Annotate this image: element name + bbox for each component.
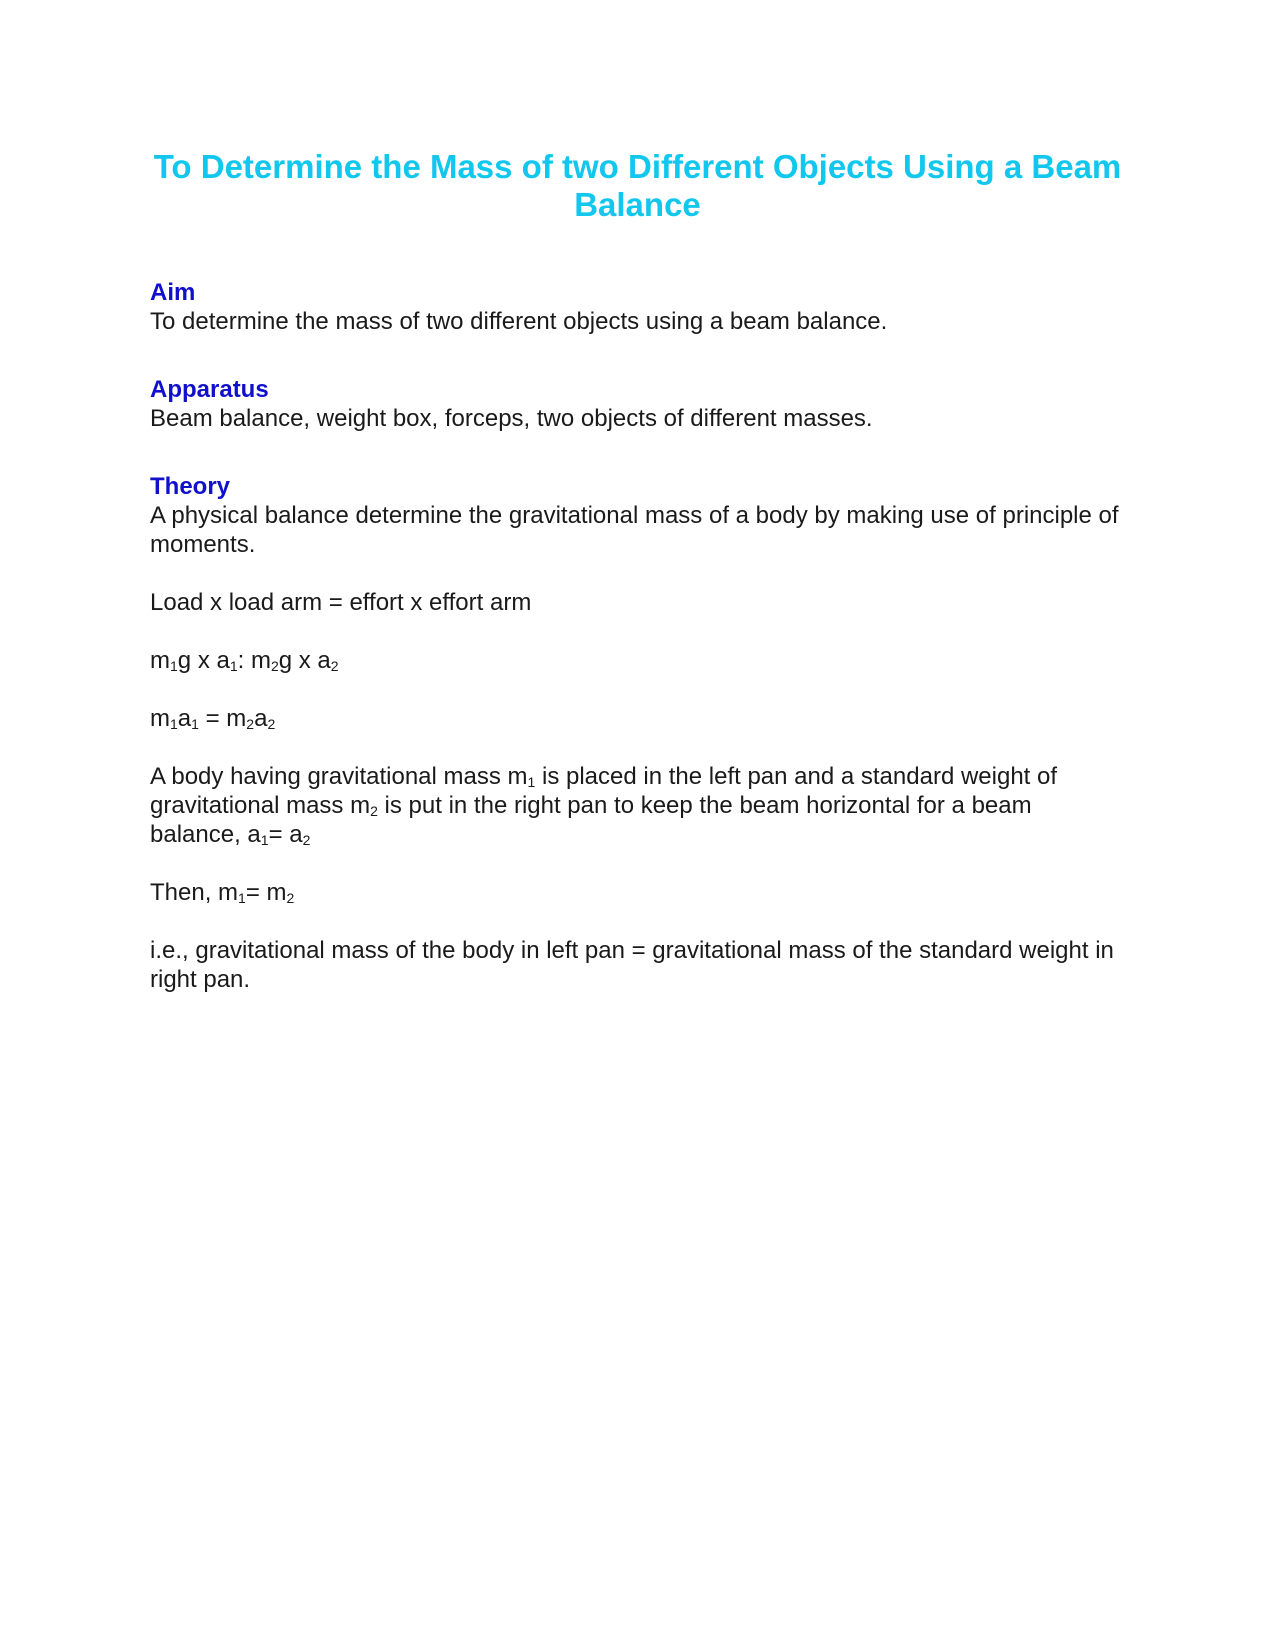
aim-section	[150, 278, 1125, 336]
document-body	[150, 278, 1125, 994]
theory-section	[150, 472, 1125, 994]
balance-explanation: A body having gravitational mass $m_1$ is placed in the left pan and a standard weight of gravitational mass $m_2$ is put in the right pan to keep the beam horizontal for a beam balance, $a_1= a_2$	[150, 763, 1058, 848]
aim-text: To determine the mass of two different objects using a beam balance.	[150, 308, 888, 335]
then-equation: Then, $m_1= m_2$	[150, 879, 295, 906]
conclusion-text: i.e., gravitational mass of the body in left pan = gravitational mass of the standard weight in right pan.	[150, 937, 1114, 993]
theory-heading: Theory	[150, 473, 231, 500]
apparatus-text: Beam balance, weight box, forceps, two objects of different masses.	[150, 405, 873, 432]
moment-equation-words: Load x load arm = effort x effort arm	[150, 589, 532, 616]
theory-intro: A physical balance determine the gravitational mass of a body by making use of principle of moments.	[150, 502, 1119, 558]
apparatus-section	[150, 375, 1125, 433]
page-title: To Determine the Mass of two Different Objects Using a Beam Balance	[153, 148, 1122, 223]
moment-equation-1: $m_1g$ x $a_1$: $m_2g$ x $a_2$	[150, 647, 339, 674]
apparatus-heading: Apparatus	[150, 376, 269, 403]
aim-heading: Aim	[150, 279, 196, 306]
moment-equation-2: $m_1a_1 = m_2a_2$	[150, 705, 276, 732]
